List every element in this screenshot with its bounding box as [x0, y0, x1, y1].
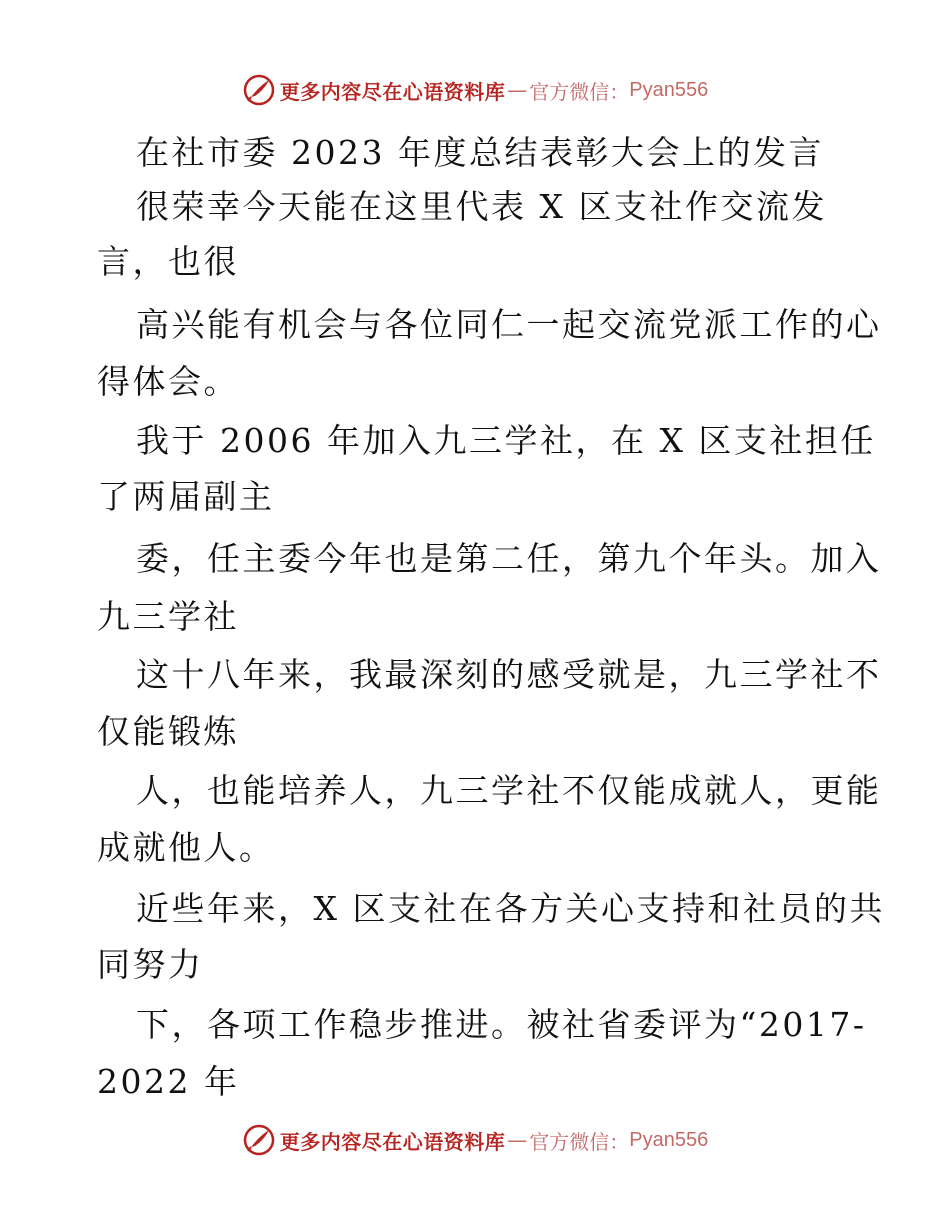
text-line: 委，任主委今年也是第二任，第九个年头。加入 — [136, 539, 882, 578]
text-line: 仅能锻炼 — [97, 712, 239, 751]
quill-logo-icon — [242, 1123, 276, 1157]
watermark-wechat-id: Pyan556 — [629, 78, 709, 101]
quill-logo-icon — [242, 73, 276, 107]
watermark-brand: 更多内容尽在心语资料库 — [279, 1129, 506, 1154]
text-line: 得体会。 — [97, 362, 239, 401]
header-watermark — [0, 70, 950, 110]
watermark-brand: 更多内容尽在心语资料库 — [279, 79, 506, 104]
watermark-wechat-label: 官方微信： — [529, 1129, 630, 1154]
text-line: 下，各项工作稳步推进。被社省委评为“2017- — [136, 1005, 867, 1044]
text-line: 高兴能有机会与各位同仁一起交流党派工作的心 — [136, 305, 882, 344]
text-line: 很荣幸今天能在这里代表 X 区支社作交流发 — [136, 187, 827, 226]
text-line: 同努力 — [97, 945, 204, 984]
footer-watermark — [0, 1120, 950, 1160]
text-line: 言，也很 — [97, 242, 239, 281]
watermark-dash: — — [507, 1128, 528, 1152]
document-title: 在社市委 2023 年度总结表彰大会上的发言 — [136, 133, 824, 172]
text-line: 2022 年 — [97, 1062, 240, 1101]
watermark-wechat-id: Pyan556 — [629, 1128, 709, 1151]
text-line: 我于 2006 年加入九三学社，在 X 区支社担任 — [136, 421, 876, 460]
text-line: 九三学社 — [97, 597, 239, 636]
text-line: 人，也能培养人，九三学社不仅能成就人，更能 — [136, 771, 882, 810]
text-line: 这十八年来，我最深刻的感受就是，九三学社不 — [136, 655, 882, 694]
watermark-dash: — — [507, 78, 528, 102]
text-line: 近些年来，X 区支社在各方关心支持和社员的共 — [136, 889, 885, 928]
text-line: 了两届副主 — [97, 477, 275, 516]
watermark-wechat-label: 官方微信： — [529, 79, 630, 104]
text-line: 成就他人。 — [97, 828, 275, 867]
